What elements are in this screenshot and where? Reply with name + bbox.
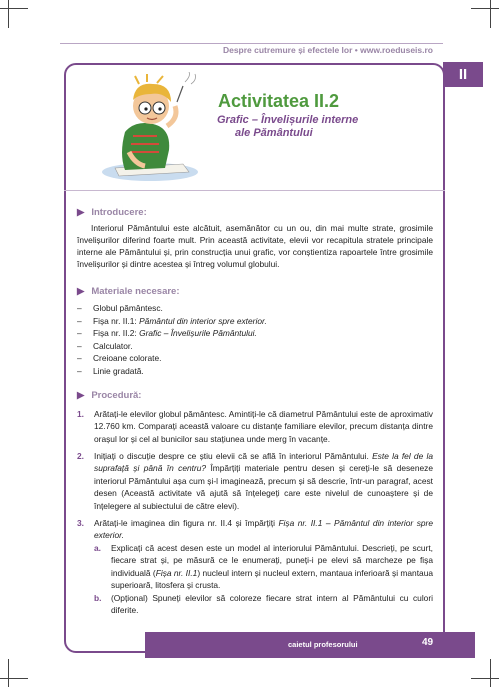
procedure-substep-a: a. Explicați că acest desen este un model al interiorului Pământului. Descrieți, pe scurt, fiecare strat și, pe măsură ce le enumerați, puneți-i pe elevi să marcheze pe fișa individuală (Fișa nr. II.1) nucleul intern și nucleul extern, mantaua inferioară și mantaua superioară, litosfera și crusta. <box>94 543 434 591</box>
list-item: – Creioane colorate. <box>77 353 162 364</box>
box-divider <box>64 190 445 191</box>
crop-mark <box>471 8 499 9</box>
list-item: – Linie gradată. <box>77 365 144 376</box>
procedure-heading: Procedură: <box>91 390 142 401</box>
reading-boy-illustration <box>95 72 200 184</box>
crop-mark <box>0 678 28 679</box>
section-heading-procedure <box>77 390 141 401</box>
section-heading-materials <box>77 286 180 297</box>
activity-subtitle <box>217 114 358 140</box>
footer-label: caietul profesorului <box>288 640 358 649</box>
crop-mark <box>8 659 9 687</box>
subtitle-line: ale Pământului <box>235 127 313 139</box>
triangle-right-icon: ▶ <box>77 390 85 401</box>
list-item: – Fișa nr. II.2: Grafic – Învelișurile Pământului. <box>77 328 257 339</box>
list-item: – Fișa nr. II.1: Pământul din interior spre exterior. <box>77 315 267 326</box>
crop-mark <box>490 0 491 28</box>
materials-list <box>77 302 267 378</box>
crop-mark <box>490 659 491 687</box>
crop-mark <box>8 0 9 28</box>
triangle-right-icon: ▶ <box>77 286 85 297</box>
crop-mark <box>0 8 28 9</box>
procedure-step-2: 2. Inițiați o discuție despre ce știu elevii că se află în interiorul Pământului. Este la fel de la suprafață și până în centru? Împărțiți materiale pentru desen și cereți-le să deseneze interiorul Pământului așa cum și-l imaginează, precum și să descrie, într-un paragraf, acest desen (Această activitate vă ajută să înțelegeți care este nivelul de cunoaștere și de înțelegere al subiectului de către elevi). <box>77 451 433 511</box>
list-item: – Calculator. <box>77 340 133 351</box>
activity-title: Activitatea II.2 <box>218 91 340 111</box>
page-number: 49 <box>422 637 434 648</box>
procedure-step-1: 1. Arătați-le elevilor globul pământesc. Amintiți-le că diametrul Pământului este de aproximativ 12.760 km. Comparați această valoare cu distanțe familiare elevilor, precum distanța dintre orașul lor și cel al bunicilor sau stațiunea unde merg în vacanțe. <box>77 409 433 444</box>
list-item: – Globul pământesc. <box>77 303 163 313</box>
intro-paragraph: Interiorul Pământului este alcătuit, asemănător cu un ou, din mai multe strate, grosimile învelișurilor diferind foarte mult. Prin această activitate, elevii vor recapitula stratele principale interne ale Pământului și, prin construcția unui grafic, vor conștientiza rapoartele între grosimile învelișurilor și dintre acestea și întreg volumul globului. <box>77 223 433 269</box>
header-rule <box>60 43 443 44</box>
triangle-right-icon: ▶ <box>77 207 85 218</box>
intro-heading: Introducere: <box>91 207 147 218</box>
procedure-substep-b: b. (Opțional) Spuneți elevilor să coloreze fiecare strat intern al Pământului cu culori diferite. <box>94 593 433 616</box>
materials-heading: Materiale necesare: <box>91 286 180 297</box>
chapter-tab: II <box>443 62 483 87</box>
running-header: Despre cutremure și efectele lor • www.roeduseis.ro <box>222 45 433 55</box>
section-heading-intro <box>77 207 147 218</box>
procedure-step-3: 3. Arătați-le imaginea din figura nr. II.4 și împărțiți Fișa nr. II.1 – Pământul din interior spre exterior. <box>77 518 433 541</box>
subtitle-line: Grafic – Învelișurile interne <box>217 114 359 126</box>
crop-mark <box>471 678 499 679</box>
